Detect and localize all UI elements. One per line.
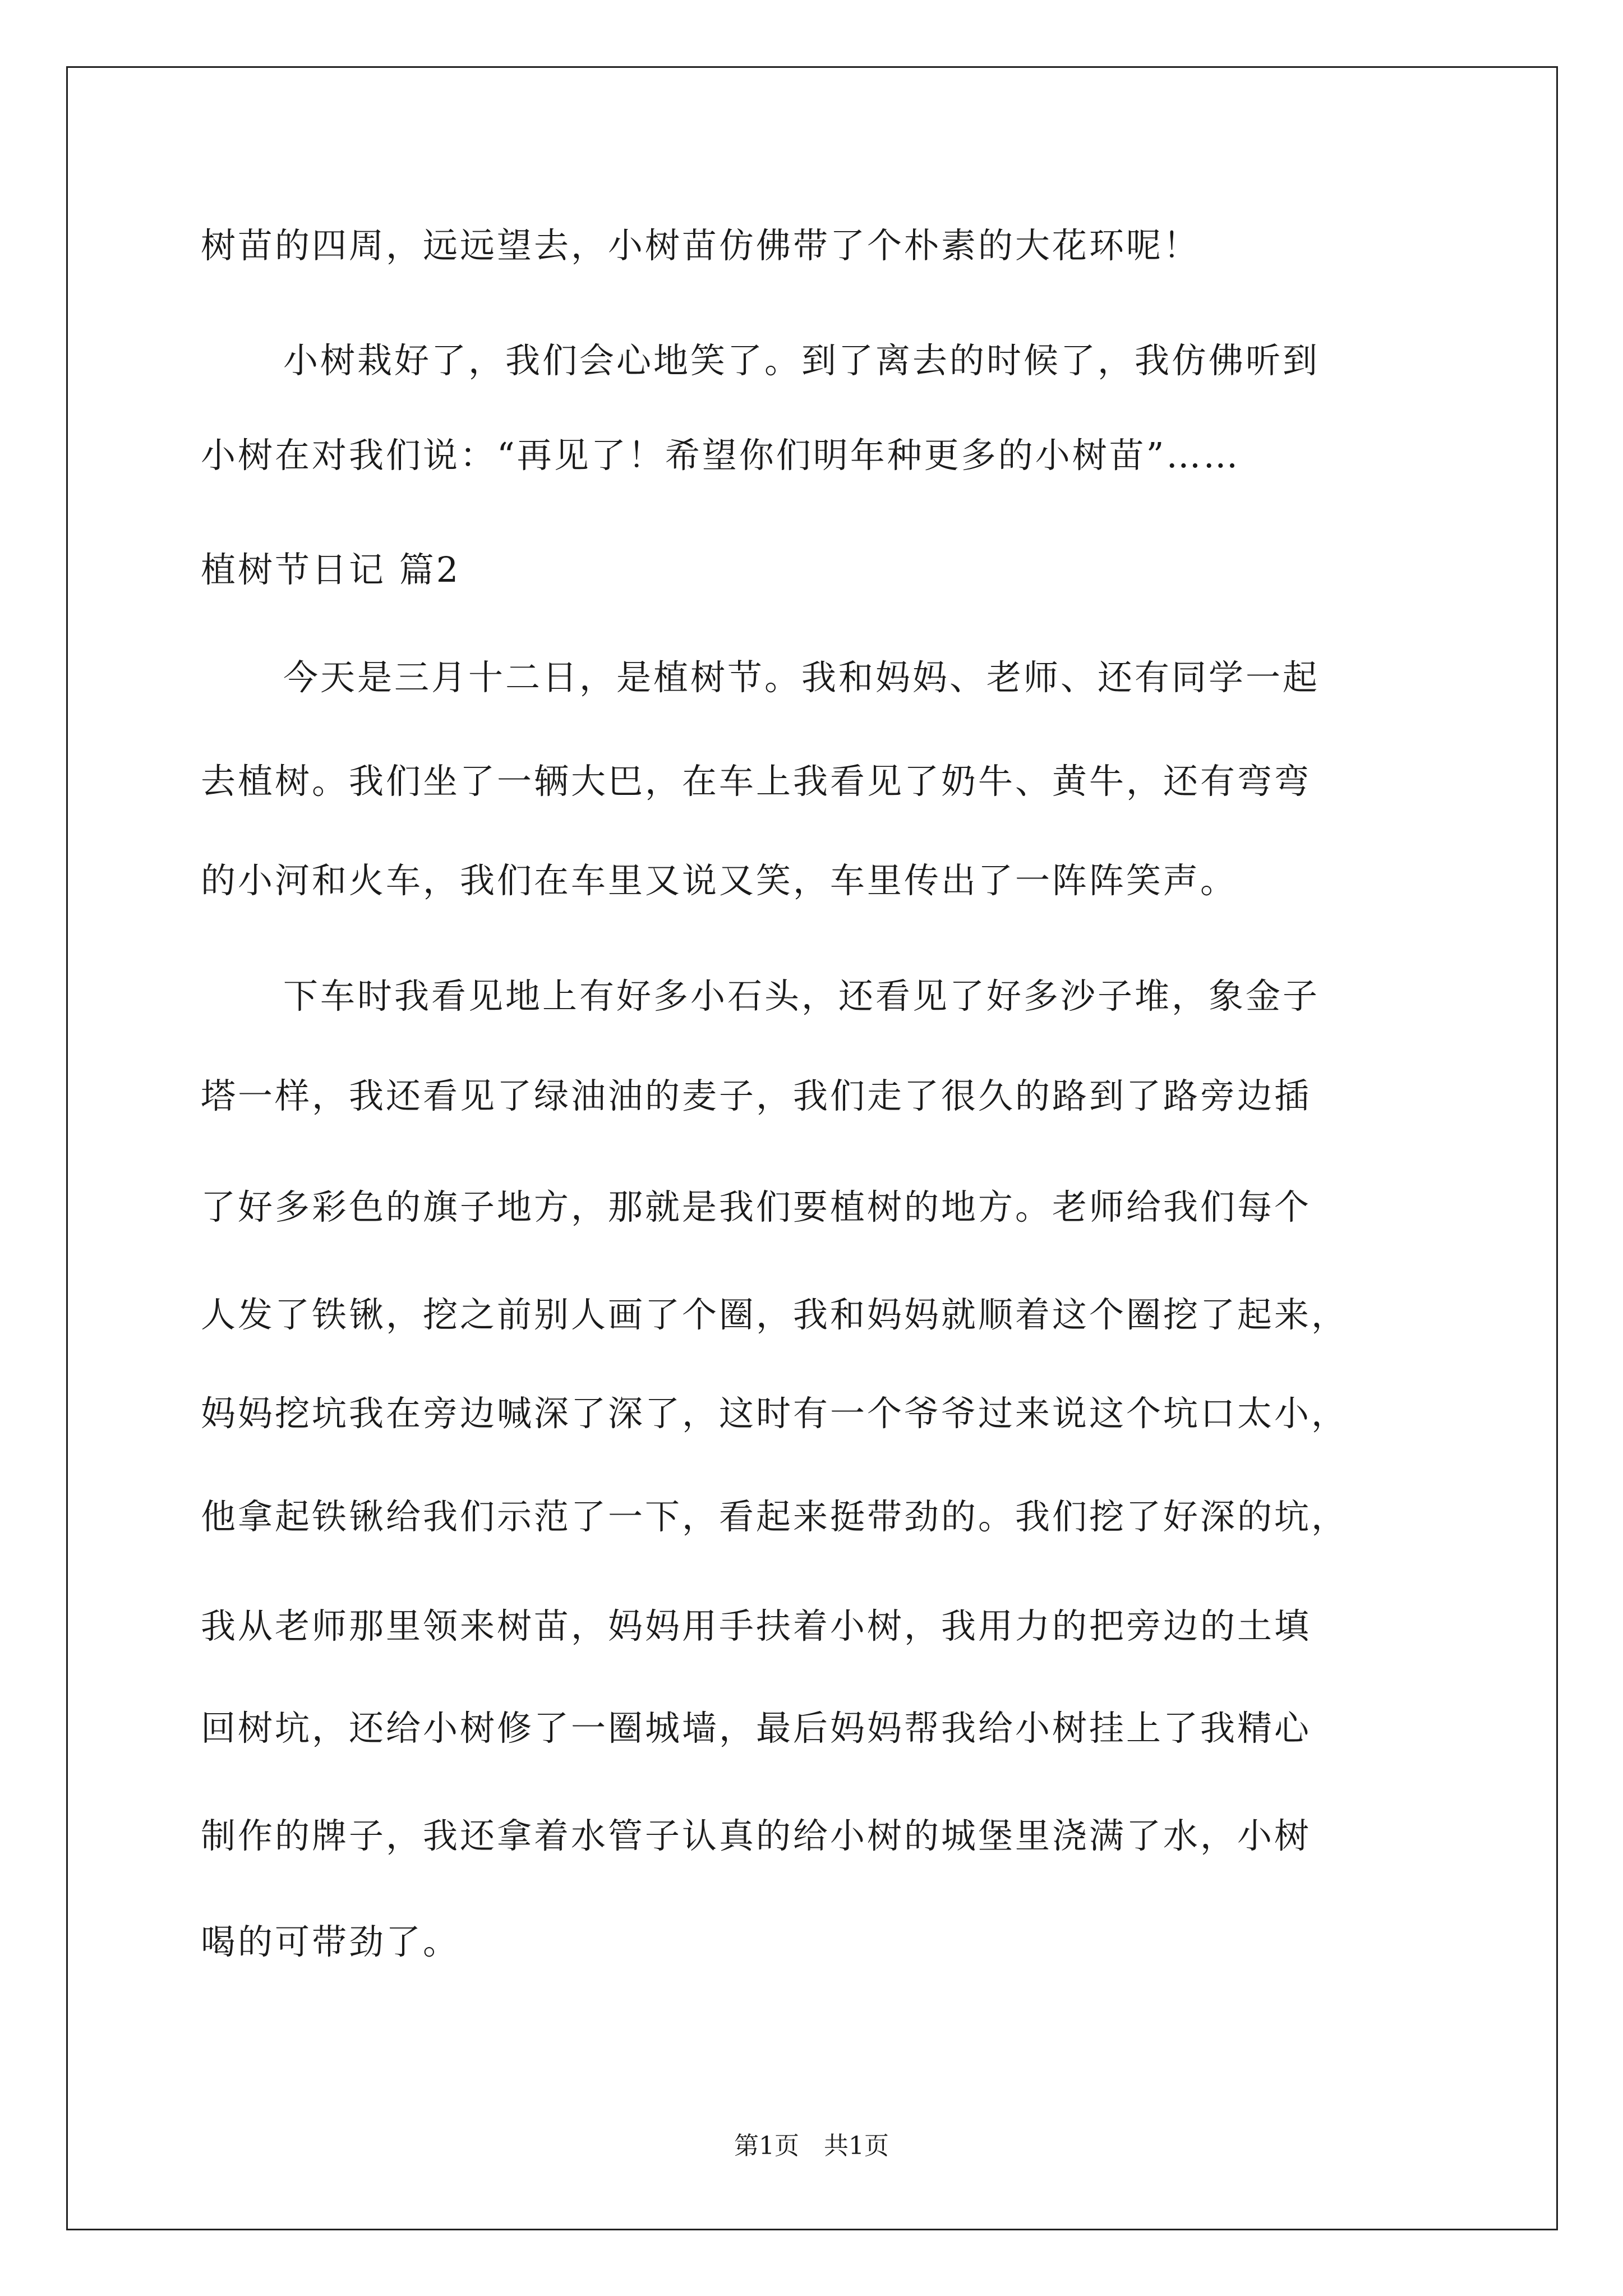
paragraph-start-line: 小树栽好了，我们会心地笑了。到了离去的时候了，我仿佛听到 — [283, 340, 1320, 381]
paragraph-start-line: 今天是三月十二日，是植树节。我和妈妈、老师、还有同学一起 — [283, 657, 1320, 698]
text-line: 塔一样，我还看见了绿油油的麦子，我们走了很久的路到了路旁边插 — [201, 1075, 1312, 1116]
text-line: 他拿起铁锹给我们示范了一下，看起来挺带劲的。我们挖了好深的坑， — [201, 1496, 1349, 1537]
text-line: 去植树。我们坐了一辆大巴，在车上我看见了奶牛、黄牛，还有弯弯 — [201, 761, 1312, 802]
text-line: 树苗的四周，远远望去，小树苗仿佛带了个朴素的大花环呢！ — [201, 225, 1201, 266]
page-footer: 第1页 共1页 — [734, 2132, 889, 2160]
page-border — [66, 66, 1558, 2230]
text-line: 人发了铁锹，挖之前别人画了个圈，我和妈妈就顺着这个圈挖了起来， — [201, 1294, 1349, 1335]
text-line: 小树在对我们说：“再见了！希望你们明年种更多的小树苗”…… — [201, 435, 1241, 476]
text-line: 我从老师那里领来树苗，妈妈用手扶着小树，我用力的把旁边的土填 — [201, 1605, 1312, 1646]
paragraph-start-line: 下车时我看见地上有好多小石头，还看见了好多沙子堆，象金子 — [283, 976, 1320, 1016]
text-line: 妈妈挖坑我在旁边喊深了深了，这时有一个爷爷过来说这个坑口太小， — [201, 1393, 1349, 1434]
text-line: 制作的牌子，我还拿着水管子认真的给小树的城堡里浇满了水，小树 — [201, 1815, 1312, 1856]
text-line: 了好多彩色的旗子地方，那就是我们要植树的地方。老师给我们每个 — [201, 1186, 1312, 1227]
text-line: 的小河和火车，我们在车里又说又笑，车里传出了一阵阵笑声。 — [201, 860, 1238, 901]
text-line: 喝的可带劲了。 — [201, 1921, 460, 1962]
section-heading: 植树节日记 篇2 — [201, 549, 461, 590]
text-line: 回树坑，还给小树修了一圈城墙，最后妈妈帮我给小树挂上了我精心 — [201, 1708, 1312, 1749]
